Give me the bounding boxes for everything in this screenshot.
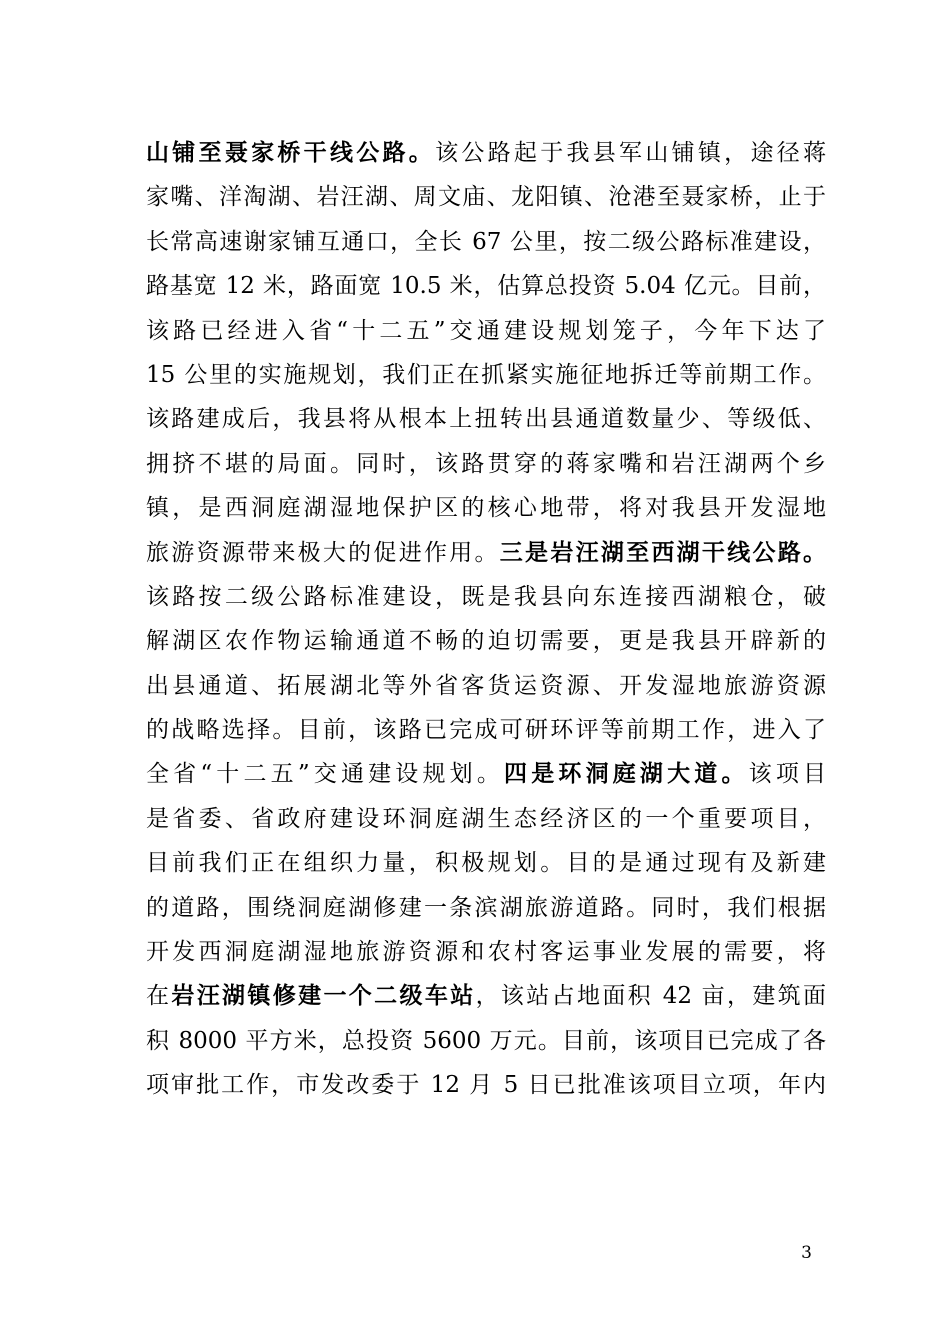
text-line [146,708,826,752]
bold-text-run: 山铺至聂家桥干线公路。 [146,139,436,166]
text-line [146,886,826,930]
text-run: 出县通道、拓展湖北等外省客货运资源、开发湿地旅游资源 [146,672,826,699]
text-line [146,752,826,796]
text-run: 长常高速谢家铺互通口，全长 67 公里，按二级公路标准建设， [146,228,826,255]
text-run: 家嘴、洋淘湖、岩汪湖、周文庙、龙阳镇、沧港至聂家桥，止于 [146,184,826,211]
text-run: 是省委、省政府建设环洞庭湖生态经济区的一个重要项目， [146,805,826,832]
text-run: 旅游资源带来极大的促进作用。 [146,539,500,566]
text-run: 路基宽 12 米，路面宽 10.5 米，估算总投资 5.04 亿元。目前， [146,273,826,300]
text-run: 项审批工作，市发改委于 12 月 5 日已批准该项目立项，年内 [146,1072,826,1099]
text-run: 解湖区农作物运输通道不畅的迫切需要，更是我县开辟新的 [146,628,826,655]
text-line [146,131,826,175]
text-run: 在 [146,983,172,1010]
text-run: 拥挤不堪的局面。同时，该路贯穿的蒋家嘴和岩汪湖两个乡 [146,450,826,477]
text-run: 该项目 [748,761,826,788]
text-line [146,353,826,397]
text-line [146,930,826,974]
text-line [146,486,826,530]
text-line [146,1019,826,1063]
text-run: 该路已经进入省“十二五”交通建设规划笼子，今年下达了 [146,317,826,344]
text-run: 的道路，围绕洞庭湖修建一条滨湖旅游道路。同时，我们根据 [146,894,826,921]
text-line [146,575,826,619]
text-line [146,264,826,308]
text-line [146,664,826,708]
body-text [146,131,826,1108]
text-line [146,442,826,486]
text-run: 15 公里的实施规划，我们正在抓紧实施征地拆迁等前期工作。 [146,361,826,388]
text-run: 的战略选择。目前，该路已完成可研环评等前期工作，进入了 [146,717,826,744]
text-line [146,797,826,841]
text-line [146,220,826,264]
text-line [146,397,826,441]
text-line [146,175,826,219]
text-line [146,531,826,575]
text-run: 目前我们正在组织力量，积极规划。目的是通过现有及新建 [146,850,826,877]
text-run: 开发西洞庭湖湿地旅游资源和农村客运事业发展的需要，将 [146,939,826,966]
text-run: 该路按二级公路标准建设，既是我县向东连接西湖粮仓，破 [146,583,826,610]
text-line [146,974,826,1018]
text-run: ，该站占地面积 42 亩，建筑面 [475,983,827,1010]
bold-text-run: 三是岩汪湖至西湖干线公路。 [499,538,827,566]
text-line [146,1063,826,1107]
text-run: 该公路起于我县军山铺镇，途径蒋 [435,140,827,166]
bold-text-run: 岩汪湖镇修建一个二级车站 [171,982,476,1010]
text-run: 镇，是西洞庭湖湿地保护区的核心地带，将对我县开发湿地 [146,495,826,522]
text-line [146,619,826,663]
text-line [146,309,826,353]
page-number: 3 [801,1243,812,1263]
text-run: 该路建成后，我县将从根本上扭转出县通道数量少、等级低、 [146,406,826,433]
text-line [146,841,826,885]
text-run: 积 8000 平方米，总投资 5600 万元。目前，该项目已完成了各 [146,1027,826,1054]
bold-text-run: 四是环洞庭湖大道。 [504,760,749,788]
text-run: 全省“十二五”交通建设规划。 [146,761,505,788]
